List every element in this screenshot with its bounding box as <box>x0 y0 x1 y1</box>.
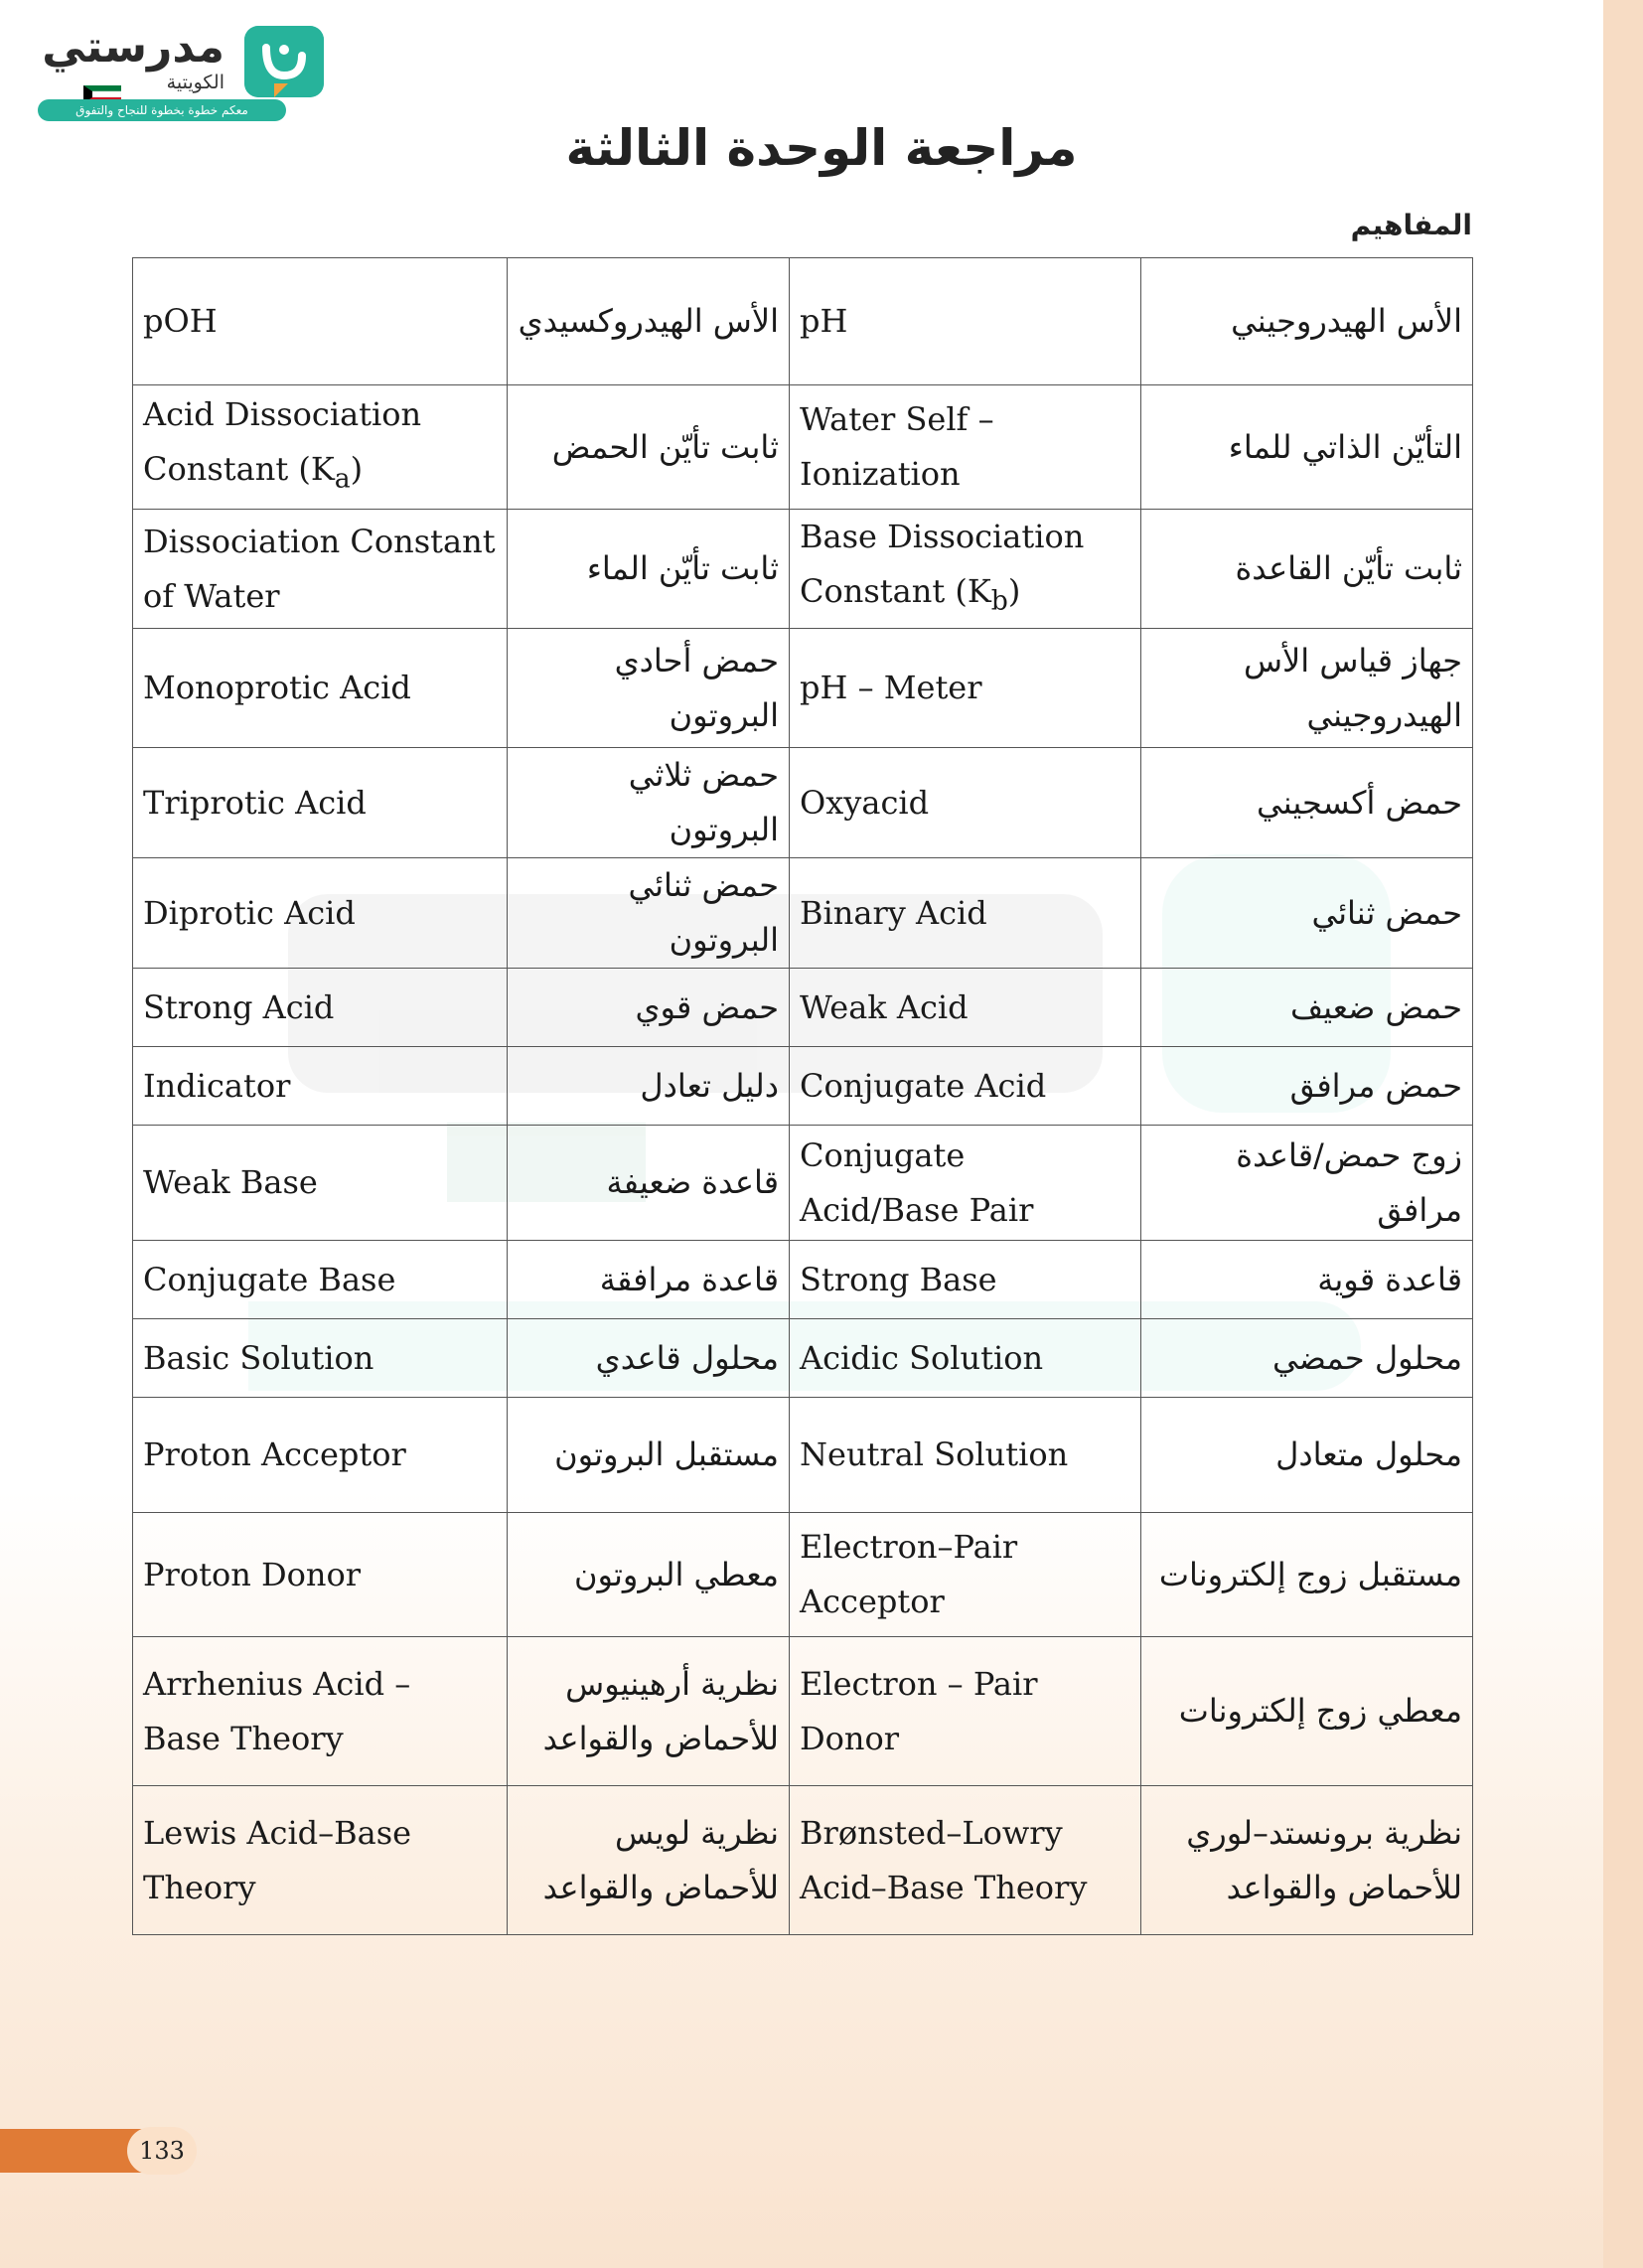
english-term: Proton Acceptor <box>133 1398 508 1513</box>
arabic-term: قاعدة ضعيفة <box>508 1126 790 1241</box>
logo-subtitle: الكويتية <box>166 72 224 93</box>
english-term: pOH <box>133 258 508 385</box>
arabic-term: قاعدة مرافقة <box>508 1241 790 1319</box>
table-row <box>133 510 1473 629</box>
english-term: Diprotic Acid <box>133 858 508 969</box>
logo-tagline: معكم خطوة بخطوة للنجاح والتفوق <box>38 99 286 121</box>
table-row <box>133 1241 1473 1319</box>
english-term: Neutral Solution <box>790 1398 1141 1513</box>
english-term: Indicator <box>133 1047 508 1126</box>
logo-badge-icon <box>244 26 324 97</box>
page-side-strip <box>1603 0 1643 2268</box>
english-term: Base Dissociation Constant $(K_b)$ <box>790 510 1141 629</box>
logo-name: مدرستي <box>42 22 224 73</box>
english-term: Strong Acid <box>133 969 508 1047</box>
english-term: pH <box>790 258 1141 385</box>
table-row <box>133 748 1473 858</box>
english-term: Oxyacid <box>790 748 1141 858</box>
arabic-term: دليل تعادل <box>508 1047 790 1126</box>
english-term: Triprotic Acid <box>133 748 508 858</box>
arabic-term: ثابت تأيّن الحمض <box>508 385 790 510</box>
arabic-term: جهاز قياس الأس الهيدروجيني <box>1141 629 1473 748</box>
english-term: Binary Acid <box>790 858 1141 969</box>
arabic-term: ثابت تأيّن الماء <box>508 510 790 629</box>
english-term: Basic Solution <box>133 1319 508 1398</box>
english-term: Acidic Solution <box>790 1319 1141 1398</box>
table-row <box>133 1126 1473 1241</box>
english-term: Strong Base <box>790 1241 1141 1319</box>
english-term: Brønsted–Lowry Acid–Base Theory <box>790 1786 1141 1935</box>
table-row <box>133 858 1473 969</box>
page-title: مراجعة الوحدة الثالثة <box>565 119 1078 177</box>
table-row <box>133 629 1473 748</box>
table-row <box>133 1637 1473 1786</box>
english-term: Conjugate Acid <box>790 1047 1141 1126</box>
english-term: Dissociation Constant of Water <box>133 510 508 629</box>
english-term: Electron–Pair Acceptor <box>790 1513 1141 1637</box>
arabic-term: حمض مرافق <box>1141 1047 1473 1126</box>
table-row <box>133 385 1473 510</box>
english-term: Lewis Acid–Base Theory <box>133 1786 508 1935</box>
concepts-table <box>132 257 1473 1935</box>
arabic-term: نظرية برونستد–لوري للأحماض والقواعد <box>1141 1786 1473 1935</box>
arabic-term: التأيّن الذاتي للماء <box>1141 385 1473 510</box>
table-row <box>133 1398 1473 1513</box>
arabic-term: محلول متعادل <box>1141 1398 1473 1513</box>
arabic-term: حمض ضعيف <box>1141 969 1473 1047</box>
logo <box>38 20 291 121</box>
table-row <box>133 969 1473 1047</box>
english-term: Arrhenius Acid – Base Theory <box>133 1637 508 1786</box>
table-row <box>133 1786 1473 1935</box>
english-term: Water Self – Ionization <box>790 385 1141 510</box>
arabic-term: زوج حمض/قاعدة مرافق <box>1141 1126 1473 1241</box>
table-row <box>133 1319 1473 1398</box>
english-term: Proton Donor <box>133 1513 508 1637</box>
english-term: Monoprotic Acid <box>133 629 508 748</box>
arabic-term: حمض أحادي البروتون <box>508 629 790 748</box>
arabic-term: ثابت تأيّن القاعدة <box>1141 510 1473 629</box>
arabic-term: حمض ثنائي <box>1141 858 1473 969</box>
arabic-term: حمض أكسجيني <box>1141 748 1473 858</box>
page-number: 133 <box>127 2127 197 2175</box>
arabic-term: نظرية لويس للأحماض والقواعد <box>508 1786 790 1935</box>
english-term: Conjugate Acid/Base Pair <box>790 1126 1141 1241</box>
english-term: pH – Meter <box>790 629 1141 748</box>
english-term: Weak Base <box>133 1126 508 1241</box>
arabic-term: الأس الهيدروكسيدي <box>508 258 790 385</box>
section-heading: المفاهيم <box>1350 209 1472 241</box>
english-term: Conjugate Base <box>133 1241 508 1319</box>
english-term: Electron – Pair Donor <box>790 1637 1141 1786</box>
arabic-term: مستقبل زوج إلكترونات <box>1141 1513 1473 1637</box>
arabic-term: محلول قاعدي <box>508 1319 790 1398</box>
arabic-term: الأس الهيدروجيني <box>1141 258 1473 385</box>
arabic-term: قاعدة قوية <box>1141 1241 1473 1319</box>
arabic-term: حمض قوي <box>508 969 790 1047</box>
arabic-term: معطي زوج إلكترونات <box>1141 1637 1473 1786</box>
table-row <box>133 258 1473 385</box>
table-row <box>133 1047 1473 1126</box>
arabic-term: حمض ثلاثي البروتون <box>508 748 790 858</box>
arabic-term: حمض ثنائي البروتون <box>508 858 790 969</box>
english-term: Weak Acid <box>790 969 1141 1047</box>
english-term: Acid Dissociation Constant $(K_a)$ <box>133 385 508 510</box>
arabic-term: نظرية أرهينيوس للأحماض والقواعد <box>508 1637 790 1786</box>
table-row <box>133 1513 1473 1637</box>
arabic-term: محلول حمضي <box>1141 1319 1473 1398</box>
arabic-term: معطي البروتون <box>508 1513 790 1637</box>
arabic-term: مستقبل البروتون <box>508 1398 790 1513</box>
